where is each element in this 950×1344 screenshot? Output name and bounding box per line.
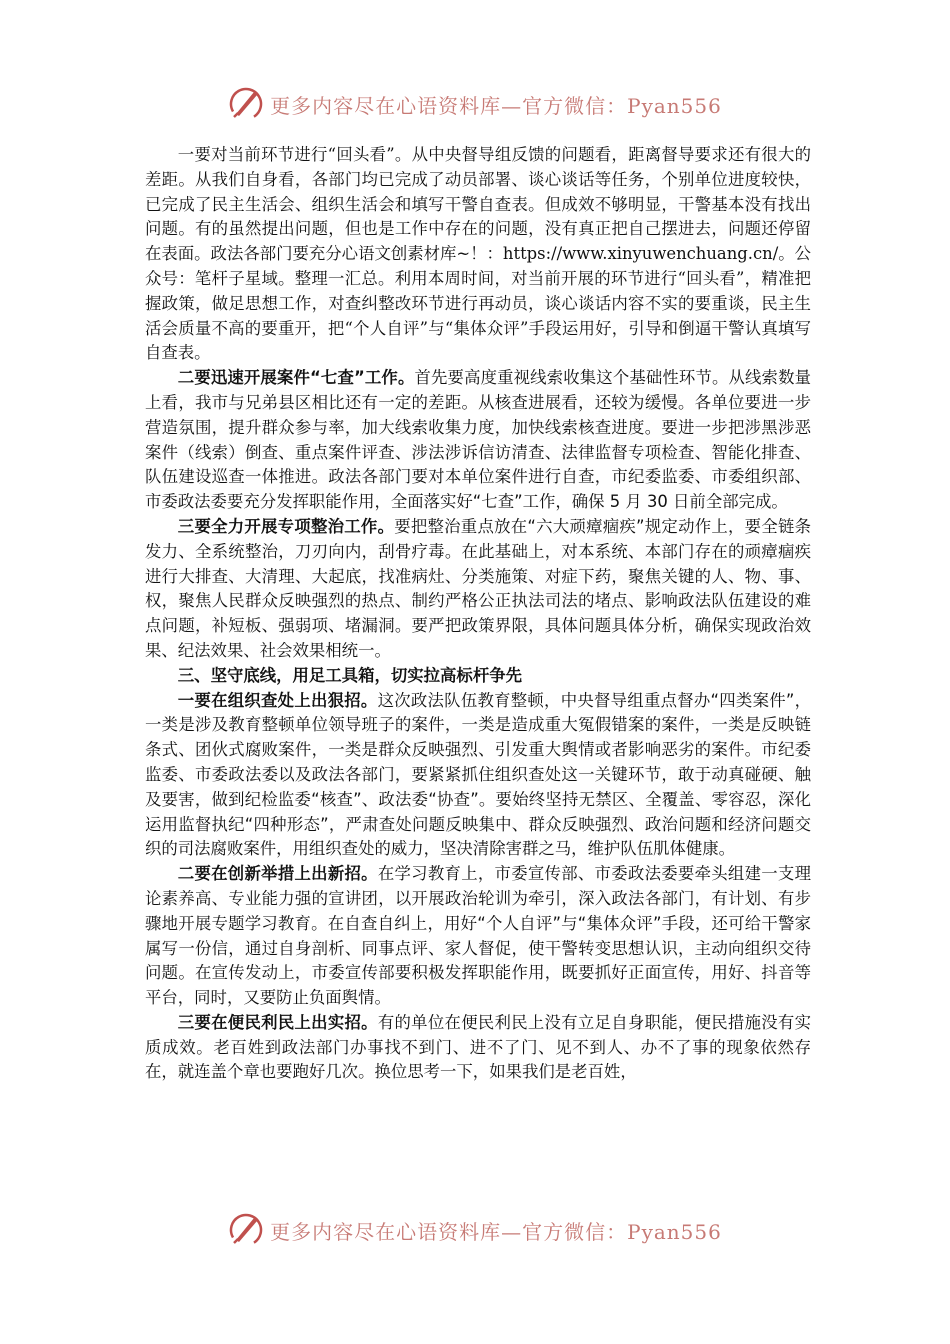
section-paragraph-2-lead: 二要在创新举措上出新招。 [177, 864, 378, 884]
section-paragraph-1-lead: 一要在组织查处上出狠招。 [177, 690, 378, 710]
paragraph-3-lead: 三要全力开展专项整治工作。 [177, 516, 395, 536]
header-banner-text: 更多内容尽在心语资料库—官方微信：Pyan556 [270, 93, 722, 118]
paragraph-2 [145, 366, 811, 515]
quill-logo-icon [228, 1212, 264, 1248]
paragraph-1-text: 一要对当前环节进行“回头看”。从中央督导组反馈的问题看，距离督导要求还有很大的差距。从我们自身看，各部门均已完成了动员部署、谈心谈话等任务，个别单位进度较快，已完成了民主生活会、组织生活会和填写干警自查表。但成效不够明显，干警基本没有找出问题。有的虽然提出问题，但也是工作中存在的问题，没有真正把自己摆进去，问题还停留在表面。政法各部门要充分心语文创素材库~！：https://www.xinyuwenchuang.cn/。公众号：笔杆子星域。整理一汇总。利用本周时间，对当前开展的环节进行“回头看”，精准把握政策，做足思想工作，对查纠整改环节进行再动员，谈心谈话内容不实的要重谈，民主生活会质量不高的要重开，把“个人自评”与“集体众评”手段运用好，引导和倒逼干警认真填写自查表。 [145, 145, 811, 363]
section-paragraph-2-text: 在学习教育上，市委宣传部、市委政法委要牵头组建一支理论素养高、专业能力强的宣讲团，以开展政治轮训为牵引，深入政法各部门，有计划、有步骤地开展专题学习教育。在自查自纠上，用好“个人自评”与“集体众评”手段，还可给干警家属写一份信，通过自身剖析、同事点评、家人督促，使干警转变思想认识，主动向组织交待问题。在宣传发动上，市委宣传部要积极发挥职能作用，既要抓好正面宣传，用好、抖音等平台，同时，又要防止负面舆情。 [145, 864, 811, 1008]
section-paragraph-3-text: 有的单位在便民利民上没有立足自身职能，便民措施没有实质成效。老百姓到政法部门办事找不到门、进不了门、见不到人、办不了事的现象依然存在，就连盖个章也要跑好几次。换位思考一下，如果我们是老百姓， [145, 1012, 811, 1082]
paragraph-1 [145, 143, 811, 366]
paragraph-3-text: 要把整治重点放在“六大顽瘴痼疾”规定动作上，要全链条发力、全系统整治，刀刃向内，刮骨疗毒。在此基础上，对本系统、本部门存在的顽瘴痼疾进行大排查、大清理、大起底，找准病灶、分类施策、对症下药，聚焦关键的人、物、事、权，聚焦人民群众反映强烈的热点、制约严格公正执法司法的堵点、影响政法队伍建设的难点问题，补短板、强弱项、堵漏洞。要严把政策界限，具体问题具体分析，确保实现政治效果、纪法效果、社会效果相统一。 [145, 516, 811, 660]
paragraph-3 [145, 515, 811, 664]
document-body [145, 143, 811, 1085]
section-paragraph-1 [145, 689, 811, 863]
section-paragraph-1-text: 这次政法队伍教育整顿，中央督导组重点督办“四类案件”，一类是涉及教育整顿单位领导班子的案件，一类是造成重大冤假错案的案件，一类是反映链条式、团伙式腐败案件，一类是群众反映强烈、引发重大舆情或者影响恶劣的案件。市纪委监委、市委政法委以及政法各部门，要紧紧抓住组织查处这一关键环节，敢于动真碰硬、触及要害，做到纪检监委“核查”、政法委“协查”。要始终坚持无禁区、全覆盖、零容忍，深化运用监督执纪“四种形态”，严肃查处问题反映集中、群众反映强烈、政治问题和经济问题交织的司法腐败案件，用组织查处的威力，坚决清除害群之马，维护队伍肌体健康。 [145, 690, 812, 859]
section-paragraph-2 [145, 862, 811, 1011]
section-paragraph-3 [145, 1011, 811, 1085]
section-paragraph-3-lead: 三要在便民利民上出实招。 [177, 1012, 378, 1032]
section-heading: 三、坚守底线，用足工具箱，切实拉高标杆争先 [177, 665, 522, 685]
header-banner [0, 86, 950, 122]
paragraph-2-lead: 二要迅速开展案件“七查”工作。 [177, 368, 415, 388]
paragraph-2-text: 首先要高度重视线索收集这个基础性环节。从线索数量上看，我市与兄弟县区相比还有一定的差距。从核查进展看，还较为缓慢。各单位要进一步营造氛围，提升群众参与率，加大线索收集力度，加快线索核查进度。要进一步把涉黑涉恶案件（线索）倒查、重点案件评查、涉法涉诉信访清查、法律监督专项检查、智能化排查、队伍建设巡查一体推进。政法各部门要对本单位案件进行自查，市纪委监委、市委组织部、市委政法委要充分发挥职能作用，全面落实好“七查”工作，确保 5 月 30 日前全部完成。 [145, 368, 812, 512]
footer-banner-text: 更多内容尽在心语资料库—官方微信：Pyan556 [270, 1219, 722, 1244]
quill-logo-icon [228, 86, 264, 122]
footer-banner [0, 1212, 950, 1248]
